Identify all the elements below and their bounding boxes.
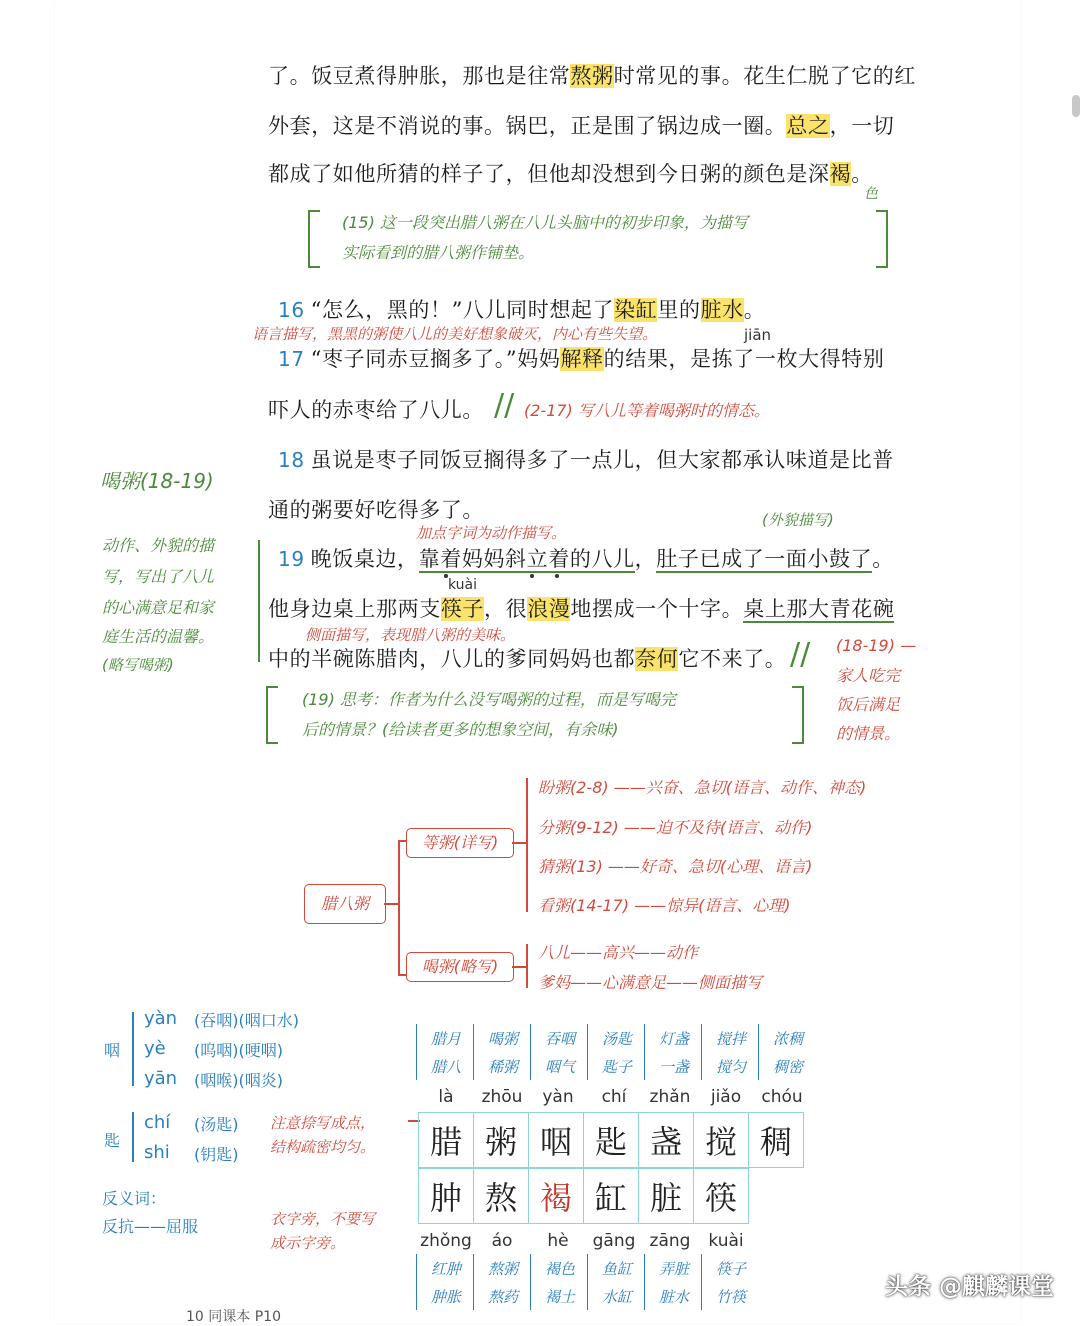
word: 咽气: [531, 1052, 588, 1080]
vocab-py: shi: [144, 1142, 170, 1163]
para-line-3: 都成了如他所猜的样子了，但他却没想到今日粥的颜色是深褐。: [268, 162, 873, 186]
word: 褐色: [531, 1254, 588, 1282]
note-chi-2: 结构疏密均匀。: [270, 1138, 376, 1156]
note-15-line2: 实际看到的腊八粥作铺垫。: [342, 243, 535, 262]
note-2-17: (2-17) 写八儿等着喝粥时的情态。: [524, 401, 770, 420]
char-cell: 匙: [584, 1113, 639, 1168]
pinyin: zhǎn: [649, 1087, 691, 1107]
mindmap-connector: [526, 778, 528, 912]
mindmap-item: 分粥(9-12) ——迫不及待(语言、动作): [538, 818, 813, 837]
word: 稠密: [759, 1052, 816, 1080]
right-note-1: (18-19) —: [836, 636, 917, 655]
bracket-right: [876, 210, 888, 268]
char-cell: 咽: [529, 1113, 584, 1168]
left-note-3: 的心满意足和家: [102, 598, 215, 617]
left-note-line: [258, 540, 260, 662]
para-line-2: 外套，这是不消说的事。锅巴，正是围了锅边成一圈。总之，一切: [268, 114, 895, 138]
section-divider-mark: //: [790, 637, 811, 672]
pinyin: zhǒng: [420, 1231, 472, 1251]
bracket-right: [792, 686, 804, 744]
mindmap-connector: [526, 944, 528, 988]
word: 褐土: [531, 1282, 588, 1310]
char-cell: 缸: [584, 1169, 639, 1224]
word: 竹筷: [702, 1282, 759, 1310]
emphasis-dot: [555, 574, 559, 578]
word: 汤匙: [588, 1024, 645, 1052]
scrollbar-thumb[interactable]: [1072, 95, 1080, 117]
word: 匙子: [588, 1052, 645, 1080]
vocab-py: yàn: [144, 1008, 178, 1029]
paragraph-19b: 他身边桌上那两支筷子，很浪漫地摆成一个十字。桌上那大青花碗: [268, 597, 895, 621]
note-rou-1: 衣字旁，不要写: [270, 1210, 376, 1228]
right-note-2: 家人吃完: [836, 666, 901, 685]
left-note-5: (略写喝粥): [102, 656, 174, 674]
word: 吞咽: [531, 1024, 588, 1052]
pinyin: zāng: [649, 1231, 691, 1251]
char-cell: 褐: [529, 1169, 584, 1224]
paragraph-17: 17 “枣子同赤豆搁多了。”妈妈解释的结果，是拣了一枚大得特别: [278, 347, 885, 371]
brace-line: [132, 1012, 134, 1086]
word: 红肿: [417, 1254, 474, 1282]
vocab-py: yè: [144, 1038, 166, 1059]
pinyin: zhōu: [481, 1087, 523, 1107]
paragraph-18: 18 虽说是枣子同饭豆搁得多了一点儿，但大家都承认味道是比普: [278, 448, 894, 472]
antonym-heading: 反义词：: [102, 1189, 167, 1208]
vocab-words: (呜咽)(哽咽): [194, 1041, 283, 1060]
word: 腊八: [417, 1052, 474, 1080]
vocab-words: (汤匙): [194, 1115, 239, 1134]
word: 水缸: [588, 1282, 645, 1310]
bracket-left: [266, 686, 278, 744]
note-19-line2: 后的情景？(给读者更多的想象空间，有余味): [302, 720, 619, 739]
mindmap-item: 看粥(14-17) ——惊异(语言、心理): [538, 896, 791, 915]
vocab-words: (吞咽)(咽口水): [194, 1011, 299, 1030]
mindmap-item: 盼粥(2-8) ——兴奋、急切(语言、动作、神态): [538, 778, 867, 797]
char-cell: 熬: [474, 1169, 529, 1224]
word: 搅拌: [702, 1024, 759, 1052]
vocab-py: yān: [144, 1068, 178, 1089]
vocab-words: (咽喉)(咽炎): [194, 1071, 283, 1090]
emphasis-dot: [530, 574, 534, 578]
word: 一盏: [645, 1052, 702, 1080]
paragraph-17b: 吓人的赤枣给了八儿。: [268, 398, 484, 422]
mindmap-connector: [512, 966, 526, 968]
top-pinyin-row: [418, 1087, 818, 1109]
char-cell: 粥: [474, 1113, 529, 1168]
note-chi-1: 注意捺写成点，: [270, 1114, 376, 1132]
vocab-py: chí: [144, 1112, 171, 1133]
word: 浓稠: [759, 1024, 816, 1052]
left-heading-hezhou: 喝粥(18-19): [100, 469, 214, 493]
word: 熬药: [474, 1282, 531, 1310]
mindmap-item: 猜粥(13) ——好奇、急切(心理、语言): [538, 857, 813, 876]
word: 鱼缸: [588, 1254, 645, 1282]
word: 脏水: [645, 1282, 702, 1310]
note-19-mid: 侧面描写，表现腊八粥的美味。: [305, 626, 516, 644]
brace-line: [132, 1112, 134, 1162]
char-cell: 脏: [639, 1169, 694, 1224]
mindmap-connector: [398, 840, 406, 842]
char-cell: 搅: [694, 1113, 749, 1168]
antonym-pair: 反抗——屈服: [102, 1217, 199, 1236]
pinyin: kuài: [708, 1231, 744, 1251]
pinyin: áo: [491, 1231, 513, 1251]
pinyin-kuai: kuài: [448, 577, 478, 593]
vocab-words: (钥匙): [194, 1145, 239, 1164]
para-line-1: 了。饭豆煮得肿胀，那也是往常熬粥时常见的事。花生仁脱了它的红: [268, 64, 917, 88]
word: 弄脏: [645, 1254, 702, 1282]
paragraph-19: 19 晚饭桌边，靠着妈妈斜立着的八儿，肚子已成了一面小鼓了。: [278, 547, 894, 571]
left-note-2: 写，写出了八儿: [102, 567, 215, 586]
mindmap-branch-dengzhou: 等粥(详写): [406, 828, 514, 858]
note-15-line1: (15) 这一段突出腊八粥在八儿头脑中的初步印象，为描写: [342, 213, 748, 232]
note-16: 语言描写，黑黑的粥使八儿的美好想象破灭，内心有些失望。: [252, 325, 658, 343]
word: 搅匀: [702, 1052, 759, 1080]
mindmap-connector: [398, 974, 406, 976]
watermark: 头条 @麒麟课堂: [884, 1274, 1054, 1300]
character-grid-row1: [418, 1112, 804, 1168]
pinyin: yàn: [542, 1087, 574, 1107]
paragraph-19c: 中的半碗陈腊肉，八儿的爹同妈妈也都奈何它不来了。: [268, 647, 787, 671]
right-note-3: 饭后满足: [836, 695, 901, 714]
page-footer: 10 同课本 P10: [186, 1309, 281, 1325]
mindmap-connector: [398, 840, 400, 975]
mindmap-connector: [512, 842, 526, 844]
paragraph-18b: 通的粥要好吃得多了。: [268, 498, 484, 522]
note-19-waimao: (外貌描写): [762, 511, 834, 529]
pinyin: chí: [601, 1087, 627, 1107]
char-cell: 盏: [639, 1113, 694, 1168]
left-note-4: 庭生活的温馨。: [102, 627, 215, 646]
char-cell: 腊: [419, 1113, 474, 1168]
right-note-4: 的情景。: [836, 724, 901, 743]
character-grid-row2: [418, 1168, 749, 1224]
word: 喝粥: [474, 1024, 531, 1052]
bottom-words-grid: [416, 1254, 758, 1310]
word: 腊月: [417, 1024, 474, 1052]
top-words-grid: [416, 1024, 815, 1080]
vocab-char-yan: 咽: [104, 1041, 121, 1060]
mindmap-item: 八儿——高兴——动作: [538, 943, 699, 962]
note-19-top: 加点字词为动作描写。: [416, 524, 567, 542]
left-note-1: 动作、外貌的描: [102, 536, 215, 555]
word: 熬粥: [474, 1254, 531, 1282]
pinyin: chóu: [761, 1087, 803, 1107]
paragraph-16: 16 “怎么，黑的！”八儿同时想起了染缸里的脏水。: [278, 298, 766, 322]
pinyin: gāng: [592, 1231, 636, 1251]
char-cell: 肿: [419, 1169, 474, 1224]
bottom-pinyin-row: [418, 1231, 818, 1253]
pinyin: là: [438, 1087, 454, 1107]
word: 筷子: [702, 1254, 759, 1282]
mindmap-item: 爹妈——心满意足——侧面描写: [538, 973, 763, 992]
mindmap-root: 腊八粥: [304, 884, 386, 924]
char-cell: 稠: [749, 1113, 804, 1168]
pinyin: hè: [547, 1231, 569, 1251]
word: 稀粥: [474, 1052, 531, 1080]
mindmap-connector: [384, 903, 398, 905]
pinyin-jian: jiān: [744, 326, 772, 344]
char-cell: 筷: [694, 1169, 749, 1224]
bracket-left: [308, 210, 320, 268]
section-divider-mark: //: [494, 388, 515, 423]
word: 灯盏: [645, 1024, 702, 1052]
note-19-line1: (19) 思考：作者为什么没写喝粥的过程，而是写喝完: [302, 690, 676, 709]
mindmap-branch-hezhou: 喝粥(略写): [406, 952, 514, 982]
note-rou-2: 成示字旁。: [270, 1234, 346, 1252]
annotation-se: 色: [864, 186, 878, 202]
pinyin: jiǎo: [710, 1087, 742, 1107]
word: 肿胀: [417, 1282, 474, 1310]
vocab-char-chi: 匙: [104, 1131, 121, 1150]
